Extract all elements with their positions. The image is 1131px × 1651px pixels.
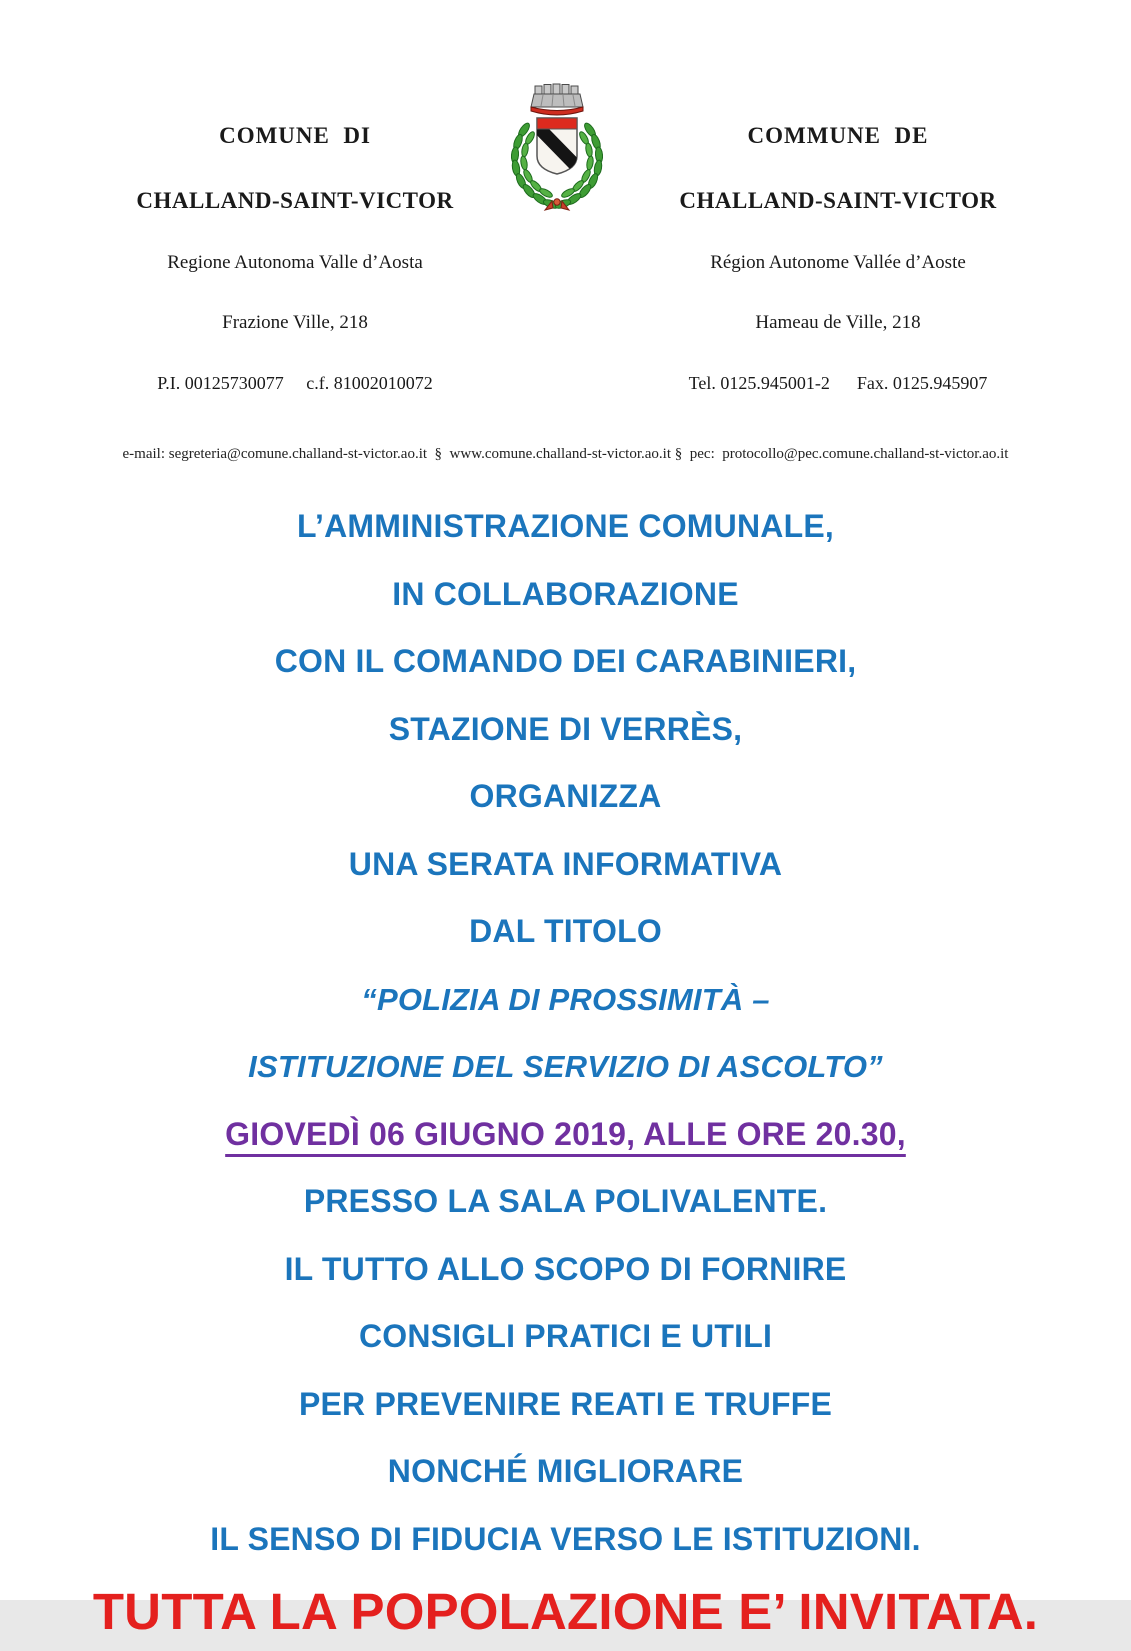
contact-line: e-mail: segreteria@comune.challand-st-victor.ao.it § www.comune.challand-st-victor.ao.it § pec: protocollo@pec.comune.challand-st-victor.ao.it	[122, 446, 1009, 462]
comune-title-it: COMUNE DI	[219, 123, 371, 148]
shield	[537, 118, 578, 174]
letterhead-french	[623, 86, 1053, 432]
coat-of-arms-icon	[497, 78, 617, 214]
address-it: Frazione Ville, 218	[222, 312, 368, 333]
letterhead	[0, 0, 1131, 432]
line-luogo: PRESSO LA SALA POLIVALENTE.	[303, 1183, 828, 1219]
line-titolo-quote-2: ISTITUZIONE DEL SERVIZIO DI ASCOLTO”	[248, 1049, 883, 1084]
line-serata: UNA SERATA INFORMATIVA	[348, 845, 783, 882]
line-prevenire: PER PREVENIRE REATI E TRUFFE	[298, 1385, 833, 1422]
region-it: Regione Autonoma Valle d’Aosta	[167, 252, 423, 273]
line-amministrazione: L’AMMINISTRAZIONE COMUNALE,	[297, 508, 834, 544]
line-stazione: STAZIONE DI VERRÈS,	[388, 710, 743, 747]
announcement-body	[0, 493, 1131, 1651]
line-nonche: NONCHÉ MIGLIORARE	[387, 1453, 744, 1489]
phone-fax: Tel. 0125.945001-2 Fax. 0125.945907	[688, 373, 988, 393]
coat-of-arms	[497, 78, 617, 219]
fiscal-ids: P.I. 00125730077 c.f. 81002010072	[157, 373, 433, 393]
comune-name-fr: CHALLAND-SAINT-VICTOR	[679, 188, 997, 213]
line-titolo-quote-1: “POLIZIA DI PROSSIMITÀ –	[361, 981, 770, 1017]
line-organizza: ORGANIZZA	[469, 778, 662, 814]
line-titolo: DAL TITOLO	[469, 913, 662, 949]
line-invito: TUTTA LA POPOLAZIONE E’ INVITATA.	[92, 1583, 1039, 1640]
line-scopo: IL TUTTO ALLO SCOPO DI FORNIRE	[284, 1250, 847, 1287]
address-fr: Hameau de Ville, 218	[755, 312, 921, 333]
line-consigli: CONSIGLI PRATICI E UTILI	[358, 1318, 773, 1354]
line-fiducia: IL SENSO DI FIDUCIA VERSO LE ISTITUZIONI.	[210, 1520, 921, 1557]
comune-name-it: CHALLAND-SAINT-VICTOR	[136, 188, 454, 213]
line-data-ora: GIOVEDÌ 06 GIUGNO 2019, ALLE ORE 20.30,	[225, 1115, 906, 1152]
region-fr: Région Autonome Vallée d’Aoste	[710, 252, 966, 273]
line-collaborazione: IN COLLABORAZIONE	[392, 575, 739, 612]
letterhead-italian	[100, 86, 490, 432]
mural-crown	[531, 84, 583, 115]
comune-title-fr: COMMUNE DE	[747, 123, 929, 148]
line-comando: CON IL COMANDO DEI CARABINIERI,	[274, 643, 857, 679]
